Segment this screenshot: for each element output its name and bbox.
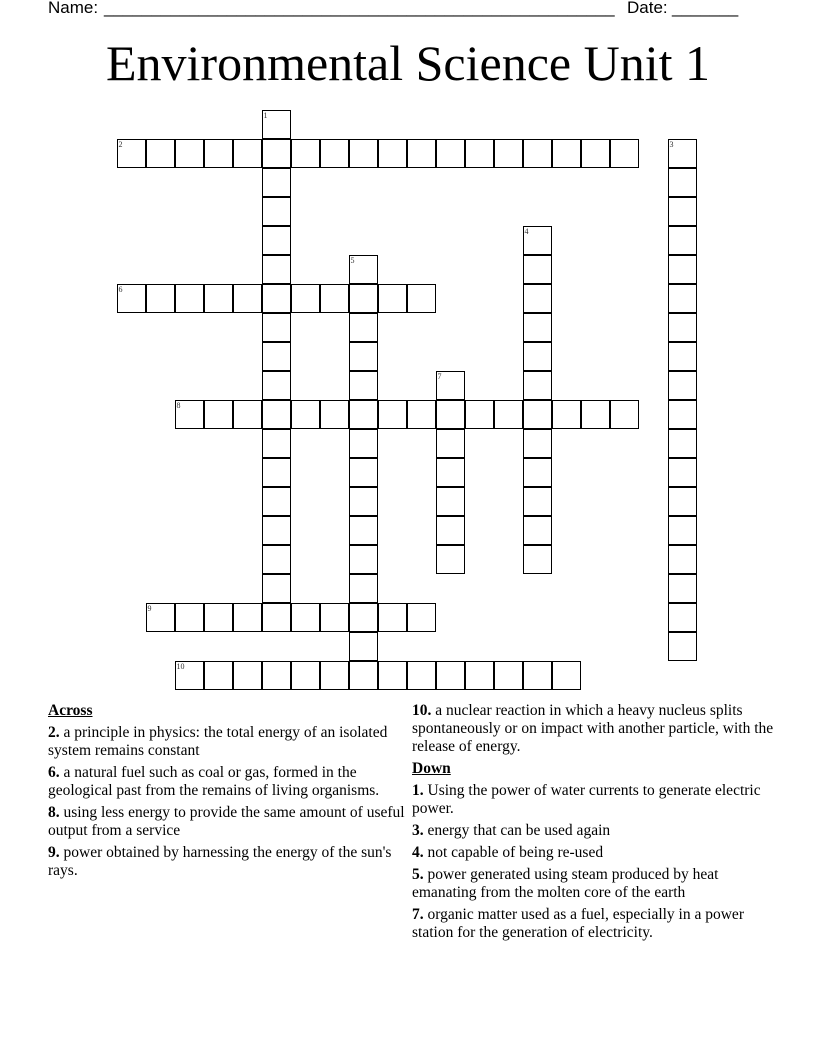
crossword-cell[interactable] (146, 603, 175, 632)
crossword-cell[interactable] (378, 603, 407, 632)
clue-across-6: 6. a natural fuel such as coal or gas, formed in the geological past from the remains of living organisms. (48, 764, 380, 799)
crossword-cell[interactable] (523, 661, 552, 690)
crossword-cell[interactable] (668, 284, 697, 313)
crossword-cell[interactable] (668, 574, 697, 603)
crossword-cell[interactable] (349, 284, 378, 313)
crossword-cell[interactable] (436, 516, 465, 545)
crossword-cell[interactable] (175, 284, 204, 313)
crossword-cell[interactable] (668, 197, 697, 226)
crossword-cell[interactable] (204, 139, 233, 168)
crossword-cell[interactable] (668, 139, 697, 168)
crossword-cell[interactable] (175, 603, 204, 632)
crossword-cell[interactable] (668, 255, 697, 284)
crossword-cell[interactable] (668, 429, 697, 458)
crossword-cell[interactable] (552, 139, 581, 168)
crossword-cell[interactable] (668, 371, 697, 400)
crossword-cell[interactable] (668, 632, 697, 661)
crossword-cell[interactable] (349, 632, 378, 661)
crossword-cell[interactable] (349, 313, 378, 342)
clue-number: 8 (176, 400, 181, 410)
clue-down-1: 1. Using the power of water currents to generate electric power. (412, 782, 761, 817)
crossword-cell[interactable] (262, 545, 291, 574)
clue-across-9: 9. power obtained by harnessing the energy of the sun's rays. (48, 844, 392, 879)
crossword-cell[interactable] (668, 545, 697, 574)
crossword-cell[interactable] (262, 110, 291, 139)
clue-down-5: 5. power generated using steam produced by heat emanating from the molten core of the earth (412, 866, 719, 901)
crossword-cell[interactable] (291, 400, 320, 429)
date-field[interactable]: _______ (672, 0, 739, 17)
crossword-cell[interactable] (523, 516, 552, 545)
crossword-cell[interactable] (668, 487, 697, 516)
crossword-cell[interactable] (262, 168, 291, 197)
clues-column-left (48, 702, 408, 884)
crossword-cell[interactable] (523, 284, 552, 313)
clue-down-7: 7. organic matter used as a fuel, especially in a power station for the generation of electricity. (412, 906, 744, 941)
crossword-cell[interactable] (523, 400, 552, 429)
crossword-cell[interactable] (262, 603, 291, 632)
crossword-cell[interactable] (436, 661, 465, 690)
crossword-cell[interactable] (523, 371, 552, 400)
crossword-cell[interactable] (204, 603, 233, 632)
crossword-cell[interactable] (523, 429, 552, 458)
crossword-cell[interactable] (436, 487, 465, 516)
clue-across-8: 8. using less energy to provide the same amount of useful output from a service (48, 804, 405, 839)
crossword-cell[interactable] (349, 255, 378, 284)
crossword-cell[interactable] (668, 603, 697, 632)
crossword-cell[interactable] (407, 661, 436, 690)
crossword-cell[interactable] (668, 400, 697, 429)
crossword-cell[interactable] (262, 458, 291, 487)
crossword-cell[interactable] (523, 139, 552, 168)
crossword-cell[interactable] (407, 603, 436, 632)
crossword-cell[interactable] (349, 574, 378, 603)
crossword-cell[interactable] (436, 400, 465, 429)
crossword-cell[interactable] (349, 545, 378, 574)
date-label: Date: (627, 0, 668, 17)
crossword-cell[interactable] (175, 400, 204, 429)
crossword-cell[interactable] (320, 603, 349, 632)
crossword-cell[interactable] (291, 603, 320, 632)
crossword-cell[interactable] (262, 226, 291, 255)
crossword-cell[interactable] (668, 516, 697, 545)
crossword-cell[interactable] (523, 458, 552, 487)
crossword-cell[interactable] (349, 487, 378, 516)
crossword-cell[interactable] (233, 603, 262, 632)
clue-number: 10 (176, 661, 185, 671)
crossword-cell[interactable] (552, 661, 581, 690)
crossword-cell[interactable] (233, 400, 262, 429)
down-heading: Down (412, 760, 451, 777)
crossword-cell[interactable] (262, 371, 291, 400)
crossword-cell[interactable] (262, 255, 291, 284)
crossword-cell[interactable] (436, 371, 465, 400)
crossword-cell[interactable] (117, 284, 146, 313)
crossword-cell[interactable] (146, 284, 175, 313)
crossword-cell[interactable] (291, 284, 320, 313)
crossword-cell[interactable] (523, 487, 552, 516)
crossword-cell[interactable] (262, 313, 291, 342)
name-field[interactable]: ______________________________________________________ (104, 0, 615, 17)
clue-across-10: 10. a nuclear reaction in which a heavy nucleus splits spontaneously or on impact with another particle, with the release of energy. (412, 702, 774, 755)
crossword-cell[interactable] (262, 197, 291, 226)
clue-number: 5 (350, 255, 355, 265)
crossword-cell[interactable] (204, 661, 233, 690)
crossword-cell[interactable] (494, 400, 523, 429)
crossword-cell[interactable] (233, 661, 262, 690)
crossword-cell[interactable] (175, 661, 204, 690)
crossword-cell[interactable] (610, 400, 639, 429)
crossword-cell[interactable] (407, 400, 436, 429)
crossword-cell[interactable] (407, 284, 436, 313)
crossword-cell[interactable] (204, 400, 233, 429)
crossword-cell[interactable] (436, 429, 465, 458)
crossword-cell[interactable] (349, 400, 378, 429)
crossword-cell[interactable] (349, 342, 378, 371)
clues-column-right (412, 702, 782, 946)
crossword-cell[interactable] (262, 139, 291, 168)
crossword-cell[interactable] (523, 255, 552, 284)
crossword-cell[interactable] (523, 313, 552, 342)
crossword-cell[interactable] (291, 661, 320, 690)
crossword-cell[interactable] (320, 661, 349, 690)
crossword-cell[interactable] (146, 139, 175, 168)
crossword-cell[interactable] (407, 139, 436, 168)
crossword-cell[interactable] (175, 139, 204, 168)
crossword-cell[interactable] (494, 661, 523, 690)
crossword-cell[interactable] (204, 284, 233, 313)
crossword-cell[interactable] (523, 342, 552, 371)
crossword-cell[interactable] (262, 400, 291, 429)
crossword-cell[interactable] (610, 139, 639, 168)
crossword-cell[interactable] (117, 139, 146, 168)
name-label: Name: (48, 0, 99, 17)
crossword-cell[interactable] (349, 458, 378, 487)
clue-number: 6 (118, 284, 123, 294)
crossword-cell[interactable] (233, 139, 262, 168)
across-heading: Across (48, 702, 93, 719)
crossword-cell[interactable] (262, 429, 291, 458)
worksheet-header (48, 0, 748, 18)
crossword-cell[interactable] (349, 371, 378, 400)
crossword-cell[interactable] (465, 400, 494, 429)
crossword-cell[interactable] (494, 139, 523, 168)
clue-number: 7 (437, 371, 442, 381)
crossword-cell[interactable] (349, 139, 378, 168)
crossword-cell[interactable] (378, 400, 407, 429)
crossword-grid (117, 110, 717, 710)
crossword-cell[interactable] (523, 545, 552, 574)
clue-down-4: 4. not capable of being re-used (412, 844, 604, 861)
crossword-cell[interactable] (436, 458, 465, 487)
crossword-cell[interactable] (668, 168, 697, 197)
crossword-cell[interactable] (349, 661, 378, 690)
clue-number: 9 (147, 603, 152, 613)
crossword-cell[interactable] (320, 400, 349, 429)
crossword-cell[interactable] (378, 661, 407, 690)
crossword-cell[interactable] (262, 574, 291, 603)
crossword-cell[interactable] (668, 342, 697, 371)
crossword-cell[interactable] (668, 458, 697, 487)
clue-number: 3 (669, 139, 674, 149)
clue-down-3: 3. energy that can be used again (412, 822, 611, 839)
clue-number: 4 (524, 226, 529, 236)
crossword-cell[interactable] (233, 284, 262, 313)
crossword-cell[interactable] (262, 284, 291, 313)
clue-number: 2 (118, 139, 123, 149)
page-title: Environmental Science Unit 1 (105, 35, 710, 91)
crossword-cell[interactable] (581, 139, 610, 168)
crossword-cell[interactable] (349, 603, 378, 632)
crossword-cell[interactable] (552, 400, 581, 429)
crossword-cell[interactable] (262, 342, 291, 371)
clue-number: 1 (263, 110, 268, 120)
clue-across-2: 2. a principle in physics: the total energy of an isolated system remains constant (48, 724, 388, 759)
crossword-cell[interactable] (262, 661, 291, 690)
crossword-cell[interactable] (581, 400, 610, 429)
crossword-cell[interactable] (320, 284, 349, 313)
crossword-cell[interactable] (436, 545, 465, 574)
crossword-cell[interactable] (465, 661, 494, 690)
crossword-cell[interactable] (262, 487, 291, 516)
crossword-cell[interactable] (262, 516, 291, 545)
crossword-cell[interactable] (291, 139, 320, 168)
crossword-cell[interactable] (349, 516, 378, 545)
crossword-cell[interactable] (349, 429, 378, 458)
crossword-cell[interactable] (320, 139, 349, 168)
crossword-cell[interactable] (668, 226, 697, 255)
crossword-cell[interactable] (523, 226, 552, 255)
crossword-cell[interactable] (668, 313, 697, 342)
crossword-cell[interactable] (465, 139, 494, 168)
crossword-cell[interactable] (378, 284, 407, 313)
crossword-cell[interactable] (436, 139, 465, 168)
crossword-cell[interactable] (378, 139, 407, 168)
